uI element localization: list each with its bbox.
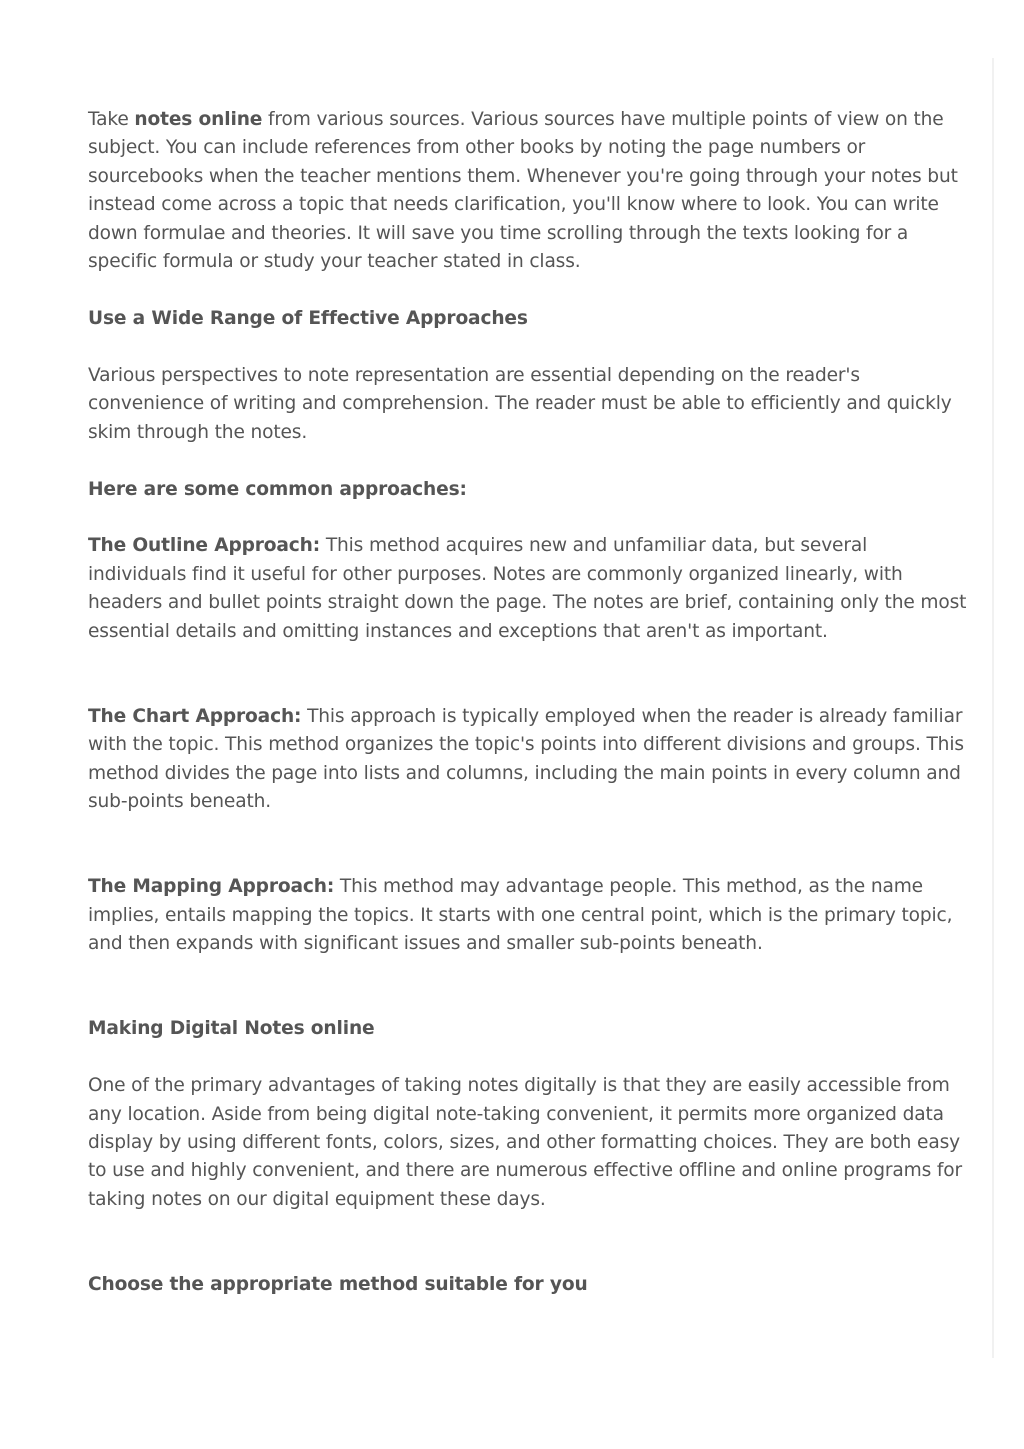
approach-text: This method may advantage people. This method, as the name implies, entails mapping the topics. It starts with one central point, which is the primary topic, and then expands with significant issues and smaller sub-points beneath. <box>88 876 953 955</box>
section-heading-digital-notes: Making Digital Notes online <box>88 1018 375 1040</box>
intro-rest: from various sources. Various sources have multiple points of view on the subject. You can include references from other books by noting the page numbers or sourcebooks when the teacher mentions them. Whenever you're going through your notes but instead come across a topic that needs clarification, you'll know where to look. You can write down formulae and theories. It will save you time scrolling through the texts looking for a specific formula or study your teacher stated in class. <box>88 109 958 273</box>
approach-chart <box>88 703 968 817</box>
approach-mapping <box>88 873 968 958</box>
approach-label: The Outline Approach: <box>88 535 321 557</box>
approach-text: This method acquires new and unfamiliar data, but several individuals find it useful for other purposes. Notes are commonly organized linearly, with headers and bullet points straight down the page. The notes are brief, containing only the most essential details and omitting instances and exceptions that aren't as important. <box>88 535 967 642</box>
page-edge <box>992 58 994 1358</box>
intro-lead: Take <box>88 109 135 130</box>
section-heading-approaches: Use a Wide Range of Effective Approaches <box>88 308 528 330</box>
notes-online-link[interactable]: notes online <box>134 109 263 130</box>
approach-text: This approach is typically employed when the reader is already familiar with the topic. This method organizes the topic's points into different divisions and groups. This method divides the page into lists and columns, including the main points in every column and sub-points beneath. <box>88 705 964 813</box>
approach-outline <box>88 532 968 646</box>
intro-paragraph <box>88 106 968 276</box>
section-paragraph-digital-notes: One of the primary advantages of taking notes digitally is that they are easily accessible from any location. Aside from being digital note-taking convenient, it permits more organized data display by using different fonts, colors, sizes, and other formatting choices. They are both easy to use and highly convenient, and there are numerous effective offline and online programs for taking notes on our digital equipment these days. <box>88 1075 962 1210</box>
document-body <box>88 106 968 1299</box>
approach-label: The Chart Approach: <box>88 705 302 727</box>
approach-label: The Mapping Approach: <box>88 876 335 898</box>
section-heading-choose-method: Choose the appropriate method suitable for you <box>88 1273 588 1295</box>
section-heading-common-approaches: Here are some common approaches: <box>88 478 467 500</box>
section-paragraph-perspectives: Various perspectives to note representation are essential depending on the reader's convenience of writing and comprehension. The reader must be able to efficiently and quickly skim through the notes. <box>88 364 952 443</box>
